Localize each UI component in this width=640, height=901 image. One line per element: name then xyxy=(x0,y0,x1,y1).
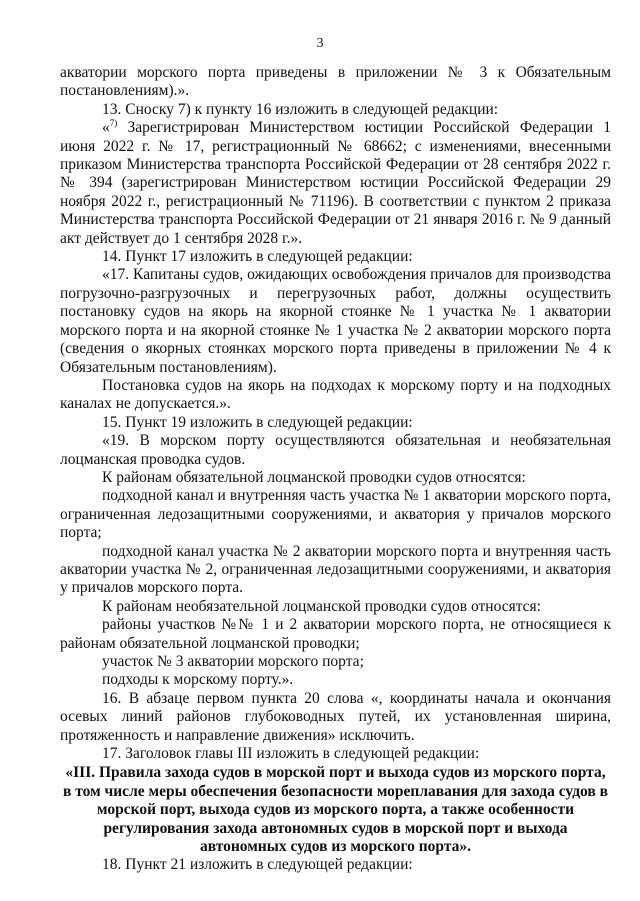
paragraph: районы участков №№ 1 и 2 акватории морского порта, не относящиеся к районам обязательной лоцманской проводки; xyxy=(60,616,611,652)
paragraph: подходной канал и внутренняя часть участка № 1 акватории морского порта, ограниченная ледозащитными сооружениями, и акватория у причалов морского порта; xyxy=(60,487,611,542)
paragraph: участок № 3 акватории морского порта; xyxy=(102,653,364,670)
paragraph-text: Зарегистрирован Министерством юстиции Российской Федерации 1 июня 2022 г. № 17, регистрационный № 68662; с изменениями, внесенными приказом Министерства транспорта Российской Федерации от 28 сентября 2022 г. № 394 (зарегистрирован Министерством юстиции Российской Федерации 29 ноября 2022 г., регистрационный № 71196). В соответствии с пунктом 2 приказа Министерства транспорта Российской Федерации от 21 января 2016 г. № 9 данный акт действует до 1 сентября 2028 г.». xyxy=(60,119,611,247)
paragraph: 15. Пункт 19 изложить в следующей редакции: xyxy=(102,413,413,431)
paragraph: «17. Капитаны судов, ожидающих освобождения причалов для производства погрузочно-разгрузочных и перегрузочных работ, должны осуществить постановку судов на якорь на якорной стоянке № 1 участка № 1 акватории морского порта и на якорной стоянке № 1 участка № 2 акватории морского порта (сведения о якорных стоянках морского порта приведены в приложении № 4 к Обязательным постановлениям). xyxy=(60,266,611,376)
paragraph: акватории морского порта приведены в приложении № 3 к Обязательным постановлениям).». xyxy=(60,64,611,100)
paragraph: 18. Пункт 21 изложить в следующей редакции: xyxy=(102,856,413,874)
footnote-marker: 7) xyxy=(109,118,118,129)
paragraph: К районам необязательной лоцманской проводки судов относятся: xyxy=(102,597,541,615)
paragraph: 17. Заголовок главы III изложить в следующей редакции: xyxy=(102,745,480,763)
paragraph: Постановка судов на якорь на подходах к морскому порту и на подходных каналах не допускается.». xyxy=(60,376,611,413)
paragraph: «19. В морском порту осуществляются обязательная и необязательная лоцманская проводка судов. xyxy=(60,432,611,468)
chapter-heading: «III. Правила захода судов в морской порт и выхода судов из морского порта, в том числе меры обеспечения безопасности мореплавания для захода судов в морской порт, выхода судов из морского порта, а также особенности регулирования захода автономных судов в морской порт и выхода автономных судов из морского порта». xyxy=(62,764,609,856)
quote-mark: « xyxy=(102,119,110,137)
document-body xyxy=(60,64,611,875)
paragraph: К районам обязательной лоцманской проводки судов относятся: xyxy=(102,468,526,486)
paragraph: 16. В абзаце первом пункта 20 слова «, координаты начала и окончания осевых линий районов глубоководных путей, их установленная ширина, протяженность и направление движения» исключить. xyxy=(60,689,611,744)
footnote-paragraph xyxy=(60,119,611,248)
paragraph: подходы к морскому порту.». xyxy=(102,671,294,689)
page-number: 3 xyxy=(316,36,324,51)
paragraph: 13. Сноску 7) к пункту 16 изложить в следующей редакции: xyxy=(102,100,499,118)
paragraph: 14. Пункт 17 изложить в следующей редакции: xyxy=(102,248,413,266)
paragraph: подходной канал участка № 2 акватории морского порта и внутренняя часть акватории участка № 2, ограниченная ледозащитными сооружениями, и акватория у причалов морского порта. xyxy=(60,542,611,597)
